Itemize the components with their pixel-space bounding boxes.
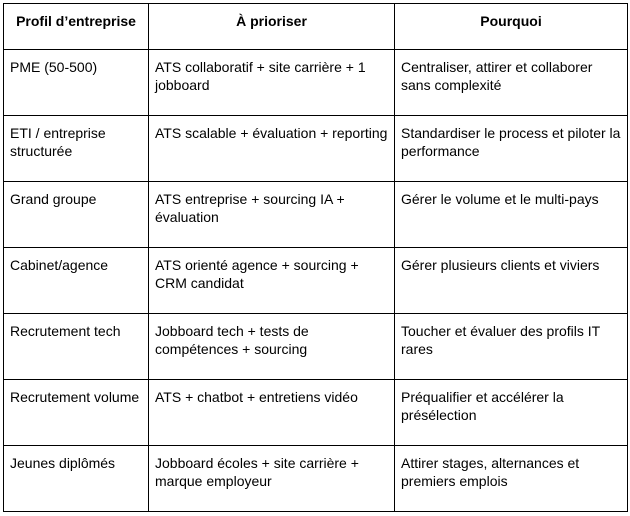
cell-pourquoi: Préqualifier et accélérer la présélection — [395, 380, 628, 446]
cell-pourquoi: Gérer plusieurs clients et viviers — [395, 248, 628, 314]
table-row — [4, 182, 628, 248]
cell-profil: PME (50-500) — [4, 50, 149, 116]
cell-pourquoi: Attirer stages, alternances et premiers emplois — [395, 446, 628, 512]
cell-a-prioriser: ATS scalable + évaluation + reporting — [149, 116, 395, 182]
cell-profil: Jeunes diplômés — [4, 446, 149, 512]
header-profil: Profil d’entreprise — [4, 4, 149, 50]
cell-pourquoi: Standardiser le process et piloter la performance — [395, 116, 628, 182]
cell-a-prioriser: Jobboard écoles + site carrière + marque employeur — [149, 446, 395, 512]
priority-table — [3, 3, 628, 512]
cell-a-prioriser: ATS + chatbot + entretiens vidéo — [149, 380, 395, 446]
table-row — [4, 116, 628, 182]
cell-profil: Grand groupe — [4, 182, 149, 248]
cell-a-prioriser: Jobboard tech + tests de compétences + sourcing — [149, 314, 395, 380]
table-row — [4, 446, 628, 512]
header-pourquoi: Pourquoi — [395, 4, 628, 50]
cell-a-prioriser: ATS orienté agence + sourcing + CRM candidat — [149, 248, 395, 314]
header-a-prioriser: À prioriser — [149, 4, 395, 50]
cell-profil: Recrutement volume — [4, 380, 149, 446]
cell-profil: ETI / entreprise structurée — [4, 116, 149, 182]
cell-pourquoi: Centraliser, attirer et collaborer sans complexité — [395, 50, 628, 116]
table-row — [4, 248, 628, 314]
cell-a-prioriser: ATS entreprise + sourcing IA + évaluation — [149, 182, 395, 248]
cell-pourquoi: Gérer le volume et le multi-pays — [395, 182, 628, 248]
table-row — [4, 380, 628, 446]
cell-profil: Cabinet/agence — [4, 248, 149, 314]
table-row — [4, 50, 628, 116]
cell-pourquoi: Toucher et évaluer des profils IT rares — [395, 314, 628, 380]
table-header-row — [4, 4, 628, 50]
cell-profil: Recrutement tech — [4, 314, 149, 380]
cell-a-prioriser: ATS collaboratif + site carrière + 1 jobboard — [149, 50, 395, 116]
table-row — [4, 314, 628, 380]
